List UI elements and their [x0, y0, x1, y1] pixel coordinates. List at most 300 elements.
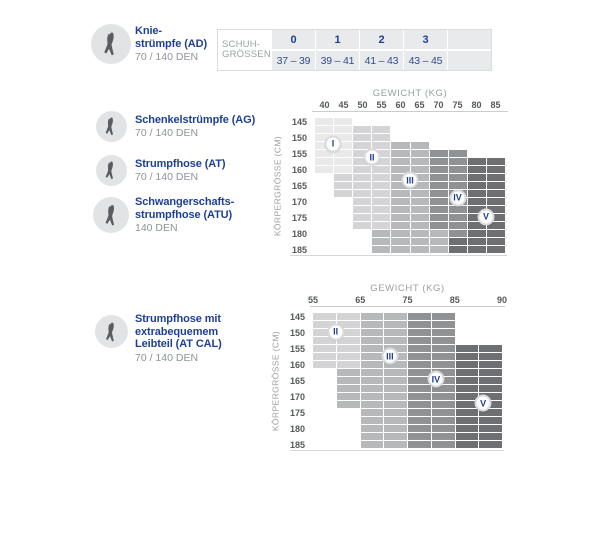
grid-cell [361, 321, 384, 328]
grid-cell [449, 246, 467, 253]
shoe-table-label-line1: SCHUH- [222, 38, 261, 50]
grid-cell [315, 158, 333, 165]
grid-cell [391, 206, 409, 213]
grid-cell [411, 190, 429, 197]
grid-cell [361, 345, 384, 352]
grid-cell [479, 441, 502, 448]
product-title-line: extrabequemem [135, 325, 219, 338]
grid-cell [411, 230, 429, 237]
product-item [88, 111, 255, 142]
grid-cell [313, 345, 336, 352]
product-title-line: strümpfe (AD) [135, 37, 208, 50]
grid-cell [384, 321, 407, 328]
grid-cell [334, 198, 352, 205]
grid-cell [337, 345, 360, 352]
y-axis-tick: 150 [289, 328, 305, 338]
grid-cell [334, 166, 352, 173]
zone-label: III [402, 172, 419, 189]
y-axis-tick: 185 [291, 245, 307, 255]
y-axis-tick: 155 [289, 344, 305, 354]
grid-cell [334, 230, 352, 237]
grid-cell [334, 222, 352, 229]
grid-cell [411, 126, 429, 133]
shoe-size-range: 39 – 41 [316, 51, 359, 70]
grid-cell [456, 321, 479, 328]
grid-cell [408, 313, 431, 320]
grid-cell [337, 401, 360, 408]
grid-cell [361, 441, 384, 448]
grid-cell [315, 246, 333, 253]
product-title-line: Strumpfhose mit [135, 313, 221, 325]
x-axis-title: GEWICHT (KG) [370, 283, 445, 294]
grid-cell [315, 126, 333, 133]
grid-cell [432, 313, 455, 320]
grid-cell [456, 409, 479, 416]
grid-cell [430, 134, 448, 141]
grid-cell [353, 126, 371, 133]
grid-cell [334, 182, 352, 189]
grid-cell [315, 198, 333, 205]
grid-cell [353, 190, 371, 197]
grid-cell [479, 313, 502, 320]
grid-cell [449, 214, 467, 221]
grid-cell [468, 246, 486, 253]
x-axis-tick: 75 [452, 100, 463, 110]
y-axis-tick: 180 [289, 424, 305, 434]
grid-cell [313, 401, 336, 408]
shoe-size-range: 37 – 39 [272, 51, 315, 70]
grid-cell [430, 126, 448, 133]
grid-cell [391, 230, 409, 237]
shoe-size-range: 43 – 45 [404, 51, 447, 70]
grid-cell [361, 385, 384, 392]
grid-cell [391, 118, 409, 125]
y-axis-tick: 145 [291, 117, 307, 127]
x-axis-tick: 55 [307, 295, 319, 305]
grid-cell [479, 385, 502, 392]
grid-cell [430, 190, 448, 197]
grid-cell [337, 409, 360, 416]
grid-cell [411, 246, 429, 253]
grid-cell [315, 174, 333, 181]
shoe-size-column [272, 30, 315, 70]
grid-cell [334, 190, 352, 197]
shoe-size-range [448, 51, 491, 70]
grid-cell [487, 198, 505, 205]
grid-cell [479, 345, 502, 352]
grid-cell [432, 321, 455, 328]
product-item [88, 155, 225, 186]
grid-cell [315, 166, 333, 173]
grid-cell [353, 246, 371, 253]
grid-cell [449, 206, 467, 213]
grid-cell [353, 174, 371, 181]
grid-cell [313, 313, 336, 320]
grid-cell [337, 393, 360, 400]
zone-label: V [475, 395, 492, 412]
product-den-label: 70 / 140 DEN [135, 51, 199, 63]
product-text [135, 313, 222, 364]
grid-cell [384, 337, 407, 344]
x-axis-tick: 85 [449, 295, 460, 305]
grid-cell [430, 150, 448, 157]
grid-cell [372, 190, 390, 197]
product-item [88, 24, 207, 64]
shoe-size-value: 3 [404, 30, 447, 49]
grid-cell [479, 425, 502, 432]
grid-cell [353, 198, 371, 205]
grid-cell [384, 313, 407, 320]
grid-cell [449, 150, 467, 157]
x-axis-tick: 60 [395, 100, 406, 110]
chart-bottom-line [290, 255, 507, 256]
grid-cell [411, 238, 429, 245]
grid-cell [313, 417, 336, 424]
maternity-tights-icon [93, 197, 129, 233]
grid-cell [384, 433, 407, 440]
grid-cell [372, 134, 390, 141]
grid-cell [372, 126, 390, 133]
y-axis-tick: 185 [289, 440, 305, 450]
grid-cell [432, 401, 455, 408]
grid-cell [449, 126, 467, 133]
shoe-size-column [404, 30, 447, 70]
shoe-size-value: 1 [316, 30, 359, 49]
grid-cell [449, 238, 467, 245]
grid-cell [411, 134, 429, 141]
zone-label: I [325, 135, 342, 152]
grid-cell [372, 206, 390, 213]
product-icon-wrap [88, 197, 134, 233]
product-text [135, 196, 234, 234]
product-den-label: 70 / 140 DEN [135, 171, 199, 184]
grid-cell [372, 142, 390, 149]
grid-cell [334, 158, 352, 165]
grid-cell [313, 409, 336, 416]
grid-cell [313, 377, 336, 384]
grid-cell [430, 166, 448, 173]
grid-cell [487, 238, 505, 245]
grid-cell [361, 377, 384, 384]
grid-cell [391, 198, 409, 205]
grid-cell [337, 377, 360, 384]
grid-cell [313, 369, 336, 376]
grid-cell [449, 222, 467, 229]
grid-cell [468, 150, 486, 157]
grid-cell [479, 377, 502, 384]
grid-cell [334, 118, 352, 125]
grid-cell [487, 246, 505, 253]
grid-cell [372, 214, 390, 221]
grid-cell [430, 246, 448, 253]
grid-cell [432, 345, 455, 352]
grid-cell [337, 369, 360, 376]
grid-cell [430, 206, 448, 213]
grid-cell [337, 361, 360, 368]
grid-cell [487, 174, 505, 181]
shoe-size-column [316, 30, 359, 70]
product-den-label: 70 / 140 DEN [135, 127, 199, 140]
grid-cell [408, 417, 431, 424]
grid-cell [411, 142, 429, 149]
y-axis-tick: 145 [289, 312, 305, 322]
grid-cell [430, 118, 448, 125]
grid-cell [361, 393, 384, 400]
grid-cell [313, 393, 336, 400]
grid-cell [372, 118, 390, 125]
grid-cell [384, 417, 407, 424]
grid-cell [313, 425, 336, 432]
product-den-label: 70 / 140 DEN [135, 351, 199, 364]
grid-cell [315, 190, 333, 197]
grid-cell [487, 190, 505, 197]
grid-cell [372, 166, 390, 173]
grid-cell [411, 150, 429, 157]
shoe-size-value [448, 30, 491, 49]
size-grid [315, 118, 505, 253]
tights-icon [96, 155, 127, 186]
grid-cell [384, 425, 407, 432]
y-axis-title: KÖRPERGRÖSSE (CM) [272, 135, 282, 236]
grid-cell [468, 190, 486, 197]
grid-cell [408, 425, 431, 432]
grid-cell [334, 174, 352, 181]
grid-cell [384, 329, 407, 336]
grid-cell [408, 401, 431, 408]
x-axis-tick: 40 [319, 100, 330, 110]
grid-cell [408, 433, 431, 440]
grid-cell [479, 433, 502, 440]
grid-cell [456, 441, 479, 448]
y-axis-tick: 165 [289, 376, 305, 386]
grid-cell [430, 158, 448, 165]
grid-cell [487, 182, 505, 189]
comfort-tights-icon [95, 315, 128, 348]
grid-cell [479, 329, 502, 336]
grid-cell [384, 385, 407, 392]
x-axis-tick: 55 [376, 100, 387, 110]
grid-cell [430, 198, 448, 205]
grid-cell [334, 246, 352, 253]
product-title-line: Knie- [135, 25, 163, 37]
grid-cell [456, 329, 479, 336]
y-axis-tick: 150 [291, 133, 307, 143]
grid-cell [361, 433, 384, 440]
grid-cell [408, 345, 431, 352]
product-text [135, 114, 255, 140]
grid-cell [432, 441, 455, 448]
size-grid [313, 313, 502, 448]
x-axis-tick: 90 [496, 295, 508, 305]
grid-cell [468, 198, 486, 205]
grid-cell [449, 174, 467, 181]
shoe-size-range: 41 – 43 [360, 51, 403, 70]
grid-cell [411, 222, 429, 229]
grid-cell [315, 206, 333, 213]
grid-cell [353, 222, 371, 229]
grid-cell [468, 238, 486, 245]
x-axis-tick: 45 [338, 100, 349, 110]
grid-cell [487, 230, 505, 237]
x-axis-tick: 85 [490, 100, 501, 110]
grid-cell [384, 441, 407, 448]
grid-cell [479, 321, 502, 328]
shoe-size-table [217, 29, 492, 71]
grid-cell [487, 150, 505, 157]
grid-cell [432, 353, 455, 360]
shoe-table-label-line2: GRÖSSEN [222, 49, 271, 60]
grid-cell [391, 134, 409, 141]
grid-cell [432, 329, 455, 336]
zone-label: V [478, 208, 495, 225]
grid-cell [468, 174, 486, 181]
grid-cell [361, 353, 384, 360]
grid-cell [353, 182, 371, 189]
grid-cell [432, 337, 455, 344]
y-axis-tick: 160 [289, 360, 305, 370]
grid-cell [430, 238, 448, 245]
grid-cell [468, 134, 486, 141]
y-axis-tick: 175 [289, 408, 305, 418]
grid-cell [408, 321, 431, 328]
grid-cell [384, 369, 407, 376]
grid-cell [430, 222, 448, 229]
grid-cell [313, 361, 336, 368]
grid-cell [353, 166, 371, 173]
grid-cell [411, 214, 429, 221]
x-axis-line [312, 111, 508, 112]
grid-cell [449, 118, 467, 125]
grid-cell [315, 214, 333, 221]
grid-cell [391, 150, 409, 157]
grid-cell [372, 230, 390, 237]
grid-cell [408, 329, 431, 336]
x-axis-tick: 65 [355, 295, 366, 305]
grid-cell [353, 214, 371, 221]
chart-bottom-line [290, 450, 504, 451]
grid-cell [391, 190, 409, 197]
grid-cell [337, 353, 360, 360]
product-title-line: Schwangerschafts- [135, 196, 235, 208]
x-axis-line [310, 306, 505, 307]
grid-cell [337, 433, 360, 440]
x-axis-tick: 65 [414, 100, 425, 110]
grid-cell [313, 441, 336, 448]
grid-cell [468, 142, 486, 149]
product-title-line: Strumpfhose (AT) [135, 157, 226, 170]
shoe-size-column [360, 30, 403, 70]
grid-cell [487, 134, 505, 141]
grid-cell [353, 118, 371, 125]
grid-cell [430, 182, 448, 189]
grid-cell [432, 425, 455, 432]
grid-cell [313, 385, 336, 392]
grid-cell [430, 230, 448, 237]
grid-cell [384, 393, 407, 400]
product-icon-wrap [88, 155, 134, 186]
grid-cell [408, 337, 431, 344]
x-axis-tick: 75 [402, 295, 413, 305]
grid-cell [479, 417, 502, 424]
grid-cell [408, 353, 431, 360]
y-axis-tick: 165 [291, 181, 307, 191]
grid-cell [430, 142, 448, 149]
product-icon-wrap [88, 313, 134, 348]
y-axis-tick: 160 [291, 165, 307, 175]
x-axis-tick: 80 [471, 100, 482, 110]
grid-cell [430, 214, 448, 221]
grid-cell [391, 238, 409, 245]
grid-cell [411, 206, 429, 213]
grid-cell [408, 409, 431, 416]
grid-cell [361, 313, 384, 320]
grid-cell [479, 353, 502, 360]
product-den-label: 140 DEN [135, 222, 178, 234]
grid-cell [479, 369, 502, 376]
grid-cell [315, 118, 333, 125]
grid-cell [456, 425, 479, 432]
grid-cell [449, 182, 467, 189]
grid-cell [456, 433, 479, 440]
grid-cell [372, 222, 390, 229]
grid-cell [337, 417, 360, 424]
grid-cell [353, 238, 371, 245]
x-axis-title: GEWICHT (KG) [372, 88, 448, 99]
thigh-stockings-icon [96, 111, 127, 142]
x-axis-tick: 70 [433, 100, 444, 110]
grid-cell [361, 337, 384, 344]
grid-cell [468, 230, 486, 237]
knee-stockings-icon [91, 24, 131, 64]
grid-cell [353, 230, 371, 237]
y-axis-tick: 175 [291, 213, 307, 223]
y-axis-tick: 155 [291, 149, 307, 159]
grid-cell [487, 118, 505, 125]
zone-label: IV [427, 371, 444, 388]
grid-cell [361, 361, 384, 368]
grid-cell [391, 158, 409, 165]
grid-cell [334, 238, 352, 245]
grid-cell [456, 361, 479, 368]
grid-cell [361, 425, 384, 432]
y-axis-title: KÖRPERGRÖSSE (CM) [270, 330, 280, 431]
grid-cell [449, 158, 467, 165]
zone-label: IV [449, 189, 466, 206]
product-item [88, 196, 234, 234]
grid-cell [391, 142, 409, 149]
x-axis-tick: 50 [357, 100, 368, 110]
product-item [88, 313, 222, 364]
grid-cell [411, 158, 429, 165]
grid-cell [456, 385, 479, 392]
grid-cell [337, 385, 360, 392]
grid-cell [361, 417, 384, 424]
grid-cell [408, 441, 431, 448]
y-axis-tick: 170 [289, 392, 305, 402]
grid-cell [449, 166, 467, 173]
grid-cell [432, 409, 455, 416]
grid-cell [334, 206, 352, 213]
grid-cell [313, 353, 336, 360]
grid-cell [361, 409, 384, 416]
grid-cell [432, 361, 455, 368]
product-text [135, 25, 207, 63]
grid-cell [456, 345, 479, 352]
shoe-table-columns [272, 30, 491, 70]
grid-cell [468, 118, 486, 125]
zone-label: II [364, 149, 381, 166]
grid-cell [456, 337, 479, 344]
